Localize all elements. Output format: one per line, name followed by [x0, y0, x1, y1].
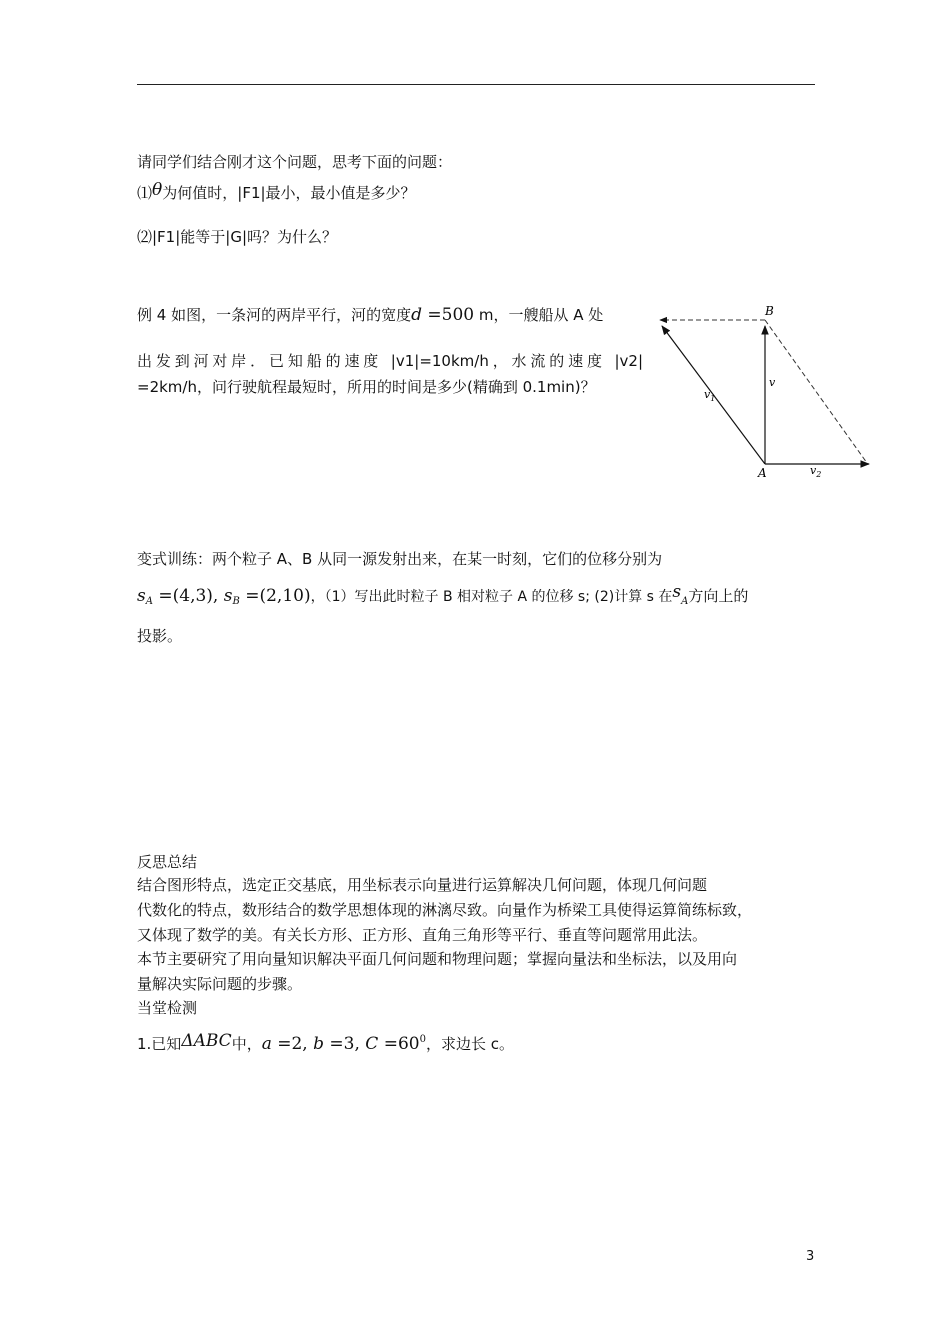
- sub-B: B: [232, 596, 240, 607]
- reflection-line2: 代数化的特点，数形结合的数学思想体现的淋漓尽致。向量作为桥梁工具使得运算简练标致，: [137, 901, 753, 919]
- b-value: =3,: [324, 1034, 366, 1054]
- C-value: =60: [378, 1034, 420, 1054]
- d-value: =500: [421, 305, 475, 325]
- label-v1: $v_1$: [704, 388, 716, 403]
- example4-text-b: m，一艘船从 A 处: [474, 306, 604, 324]
- example4-line3: =2km/h，问行驶航程最短时，所用的时间是多少(精确到 0.1min)？: [137, 378, 596, 396]
- var-sB: s: [223, 586, 233, 606]
- var-sA2: s: [672, 582, 682, 602]
- sB-value: =(2,10): [239, 586, 311, 606]
- reflection-title: 反思总结: [137, 853, 198, 871]
- reflection-line5: 量解决实际问题的步骤。: [137, 975, 303, 993]
- check-title: 当堂检测: [137, 999, 198, 1017]
- variant-line2: [137, 582, 748, 612]
- sub-A: A: [145, 596, 153, 607]
- label-v: v: [769, 376, 776, 389]
- label-v2: $v_2$: [810, 464, 822, 479]
- degree-sup: 0: [419, 1034, 426, 1045]
- variant-text3: 方向上的: [688, 587, 749, 605]
- question-2: ⑵|F1|能等于|G|吗？为什么？: [137, 228, 338, 246]
- check-question-1: [137, 1030, 514, 1054]
- dashed-right-line: [765, 320, 867, 463]
- reflection-line4: 本节主要研究了用向量知识解决平面几何问题和物理问题；掌握向量法和坐标法，以及用向: [137, 950, 738, 968]
- q1-text: 为何值时，|F1|最小，最小值是多少？: [162, 184, 416, 202]
- vector-diagram: [652, 300, 877, 480]
- example4-line2: 出发到河对岸．已知船的速度 |v1|=10km/h，水流的速度 |v2|: [137, 352, 643, 370]
- var-b: b: [313, 1034, 325, 1054]
- triangle-abc: ΔABC: [181, 1031, 232, 1051]
- variant-text2: ，（1）写出此时粒子 B 相对粒子 A 的位移 s; (2)计算 s 在: [310, 589, 673, 605]
- header-rule: [137, 84, 815, 85]
- page-number: 3: [806, 1249, 815, 1264]
- var-a: a: [261, 1034, 272, 1054]
- variant-line3: 投影。: [137, 627, 183, 645]
- reflection-line3: 又体现了数学的美。有关长方形、正方形、直角三角形等平行、垂直等问题常用此法。: [137, 926, 708, 944]
- q1-number: ⑴: [137, 184, 153, 202]
- var-sA: s: [137, 586, 146, 606]
- var-d: d: [411, 305, 422, 325]
- example4-text-a: 例 4 如图，一条河的两岸平行，河的宽度: [137, 306, 412, 324]
- check-prefix: 1.已知: [137, 1035, 182, 1053]
- intro-text: 请同学们结合刚才这个问题，思考下面的问题：: [137, 153, 453, 171]
- check-suffix: ，求边长 c。: [425, 1035, 514, 1053]
- label-A: A: [758, 466, 767, 480]
- example4-line1: [137, 305, 645, 325]
- question-1: [137, 180, 416, 203]
- reflection-line1: 结合图形特点，选定正交基底，用坐标表示向量进行运算解决几何问题，体现几何问题: [137, 876, 708, 894]
- label-B: B: [765, 304, 774, 318]
- sA-value: =(4,3),: [152, 586, 224, 606]
- sub-A2: A: [681, 596, 689, 607]
- check-zhong: 中，: [231, 1035, 262, 1053]
- a-value: =2,: [271, 1034, 314, 1054]
- var-C: C: [365, 1034, 379, 1054]
- theta-symbol: θ: [152, 180, 163, 200]
- variant-line1: 变式训练：两个粒子 A、B 从同一源发射出来，在某一时刻，它们的位移分别为: [137, 550, 663, 568]
